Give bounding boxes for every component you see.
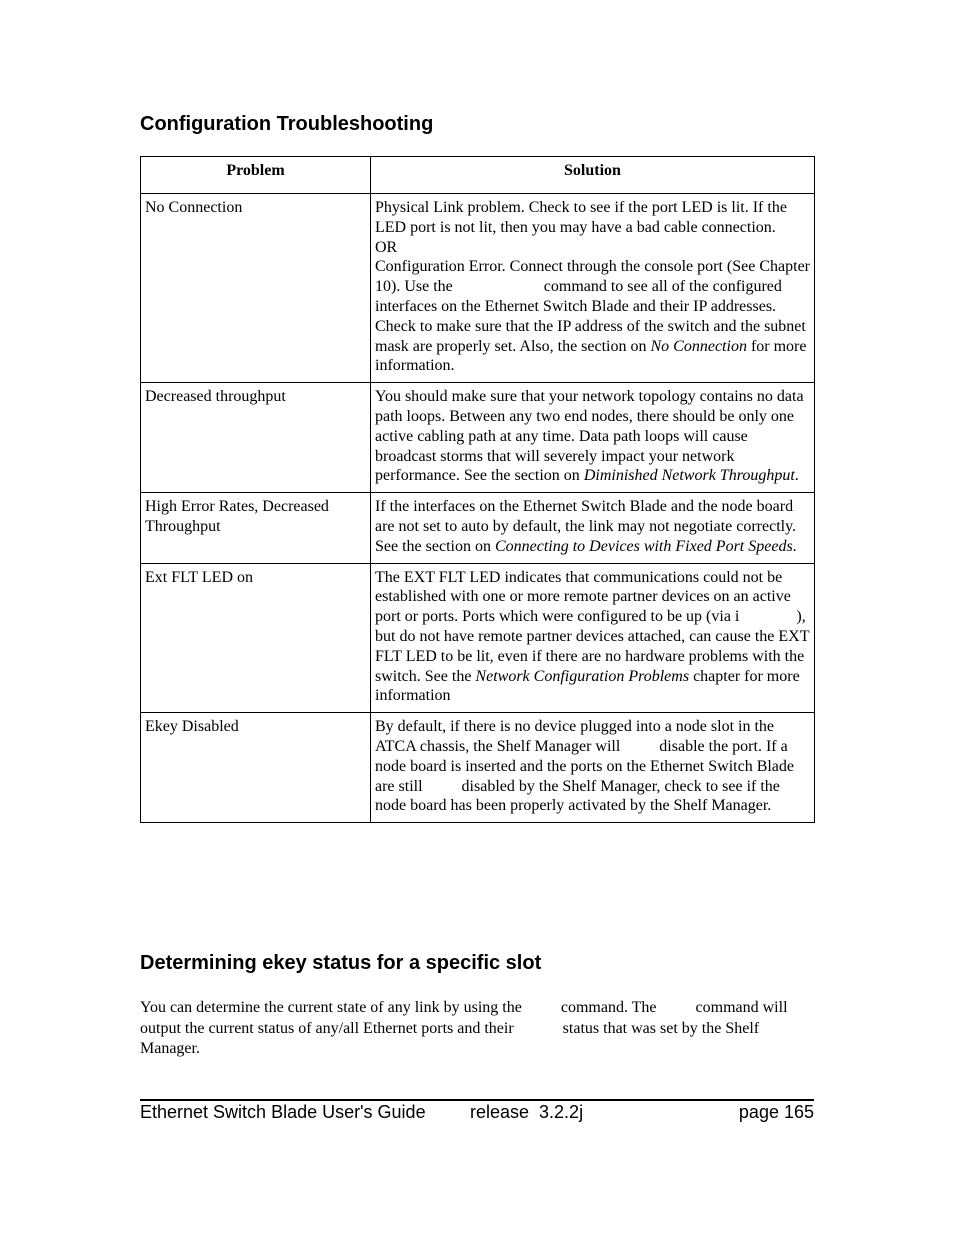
solution-cell <box>371 493 815 563</box>
solution-cell <box>371 194 815 383</box>
footer-page-number: page 165 <box>738 1102 814 1122</box>
table-header-row <box>141 157 815 194</box>
body-paragraph <box>140 998 816 1060</box>
solution-text: chapter for more information <box>375 667 800 705</box>
solution-text: command to see all of the configured interfaces on the Ethernet Switch Blade and their IP addresses. Check to make sure that the IP address of the switch and the subnet mask are properly set. Also, the section on <box>375 278 806 355</box>
section-heading-determining-ekey-status: Determining ekey status for a specific slot <box>140 952 542 974</box>
table-row <box>141 194 815 383</box>
paragraph-text: status that was set by the Shelf Manager. <box>140 1019 760 1057</box>
solution-cell <box>371 383 815 493</box>
problem-cell: Ext FLT LED on <box>141 563 371 713</box>
solution-text: If the interfaces on the Ethernet Switch Blade and the node board are not set to auto by default, the link may not negotiate correctly. See the section on <box>375 498 797 555</box>
table-row <box>141 563 815 713</box>
column-header-problem: Problem <box>141 157 371 194</box>
section-reference: Network Configuration Problems <box>475 667 690 685</box>
solution-text: disable the port. If a node board is inserted and the ports on the Ethernet Switch Blade are still <box>375 737 795 795</box>
solution-text: disabled by the Shelf Manager, check to see if the node board has been properly activated by the Shelf Manager. <box>375 777 780 815</box>
solution-text: You should make sure that your network topology contains no data path loops. Between any two end nodes, there should be only one active cabling path at any time. Data path loops will cause broadcast storms that will severely impact your network performance. See the section on <box>375 388 804 485</box>
table-row <box>141 713 815 823</box>
footer-document-title: Ethernet Switch Blade User's Guide <box>140 1102 426 1122</box>
solution-text: Physical Link problem. Check to see if the port LED is lit. If the LED port is not lit, then you may have a bad cable connection. <box>375 199 787 236</box>
section-reference: Connecting to Devices with Fixed Port Speeds <box>494 537 793 555</box>
problem-cell: No Connection <box>141 194 371 383</box>
solution-cell <box>371 713 815 823</box>
problem-cell: High Error Rates, Decreased Throughput <box>141 493 371 563</box>
solution-text: Configuration Error. Connect through the console port (See Chapter 10). Use the <box>375 258 811 296</box>
table-row <box>141 383 815 493</box>
problem-cell: Ekey Disabled <box>141 713 371 823</box>
troubleshooting-table <box>140 156 815 823</box>
solution-text: for more information. <box>375 337 807 375</box>
paragraph-text: command will output the current status of any/all Ethernet ports and their <box>140 999 788 1037</box>
paragraph-text: command. The <box>560 999 657 1016</box>
paragraph-text: You can determine the current state of any link by using the <box>140 999 522 1016</box>
table-row <box>141 493 815 563</box>
section-reference: Diminished Network Throughput <box>583 467 795 485</box>
solution-or: OR <box>375 238 398 256</box>
solution-text: The EXT FLT LED indicates that communications could not be established with one or more remote partner devices on an active port or ports. Ports which were configured to be up (via i <box>375 568 791 626</box>
column-header-solution: Solution <box>371 157 815 194</box>
solution-text: . <box>792 537 797 555</box>
solution-text: ), but do not have remote partner devices attached, can cause the EXT FLT LED to be lit, even if there are no hardware problems with the switch. See the <box>375 608 810 685</box>
section-heading-configuration-troubleshooting: Configuration Troubleshooting <box>140 113 434 135</box>
footer-release: release 3.2.2j <box>470 1102 584 1122</box>
solution-cell <box>371 563 815 713</box>
solution-text: By default, if there is no device plugged into a node slot in the ATCA chassis, the Shelf Manager will <box>375 718 775 755</box>
solution-text: . <box>794 467 799 485</box>
problem-cell: Decreased throughput <box>141 383 371 493</box>
section-reference: No Connection <box>650 337 747 355</box>
